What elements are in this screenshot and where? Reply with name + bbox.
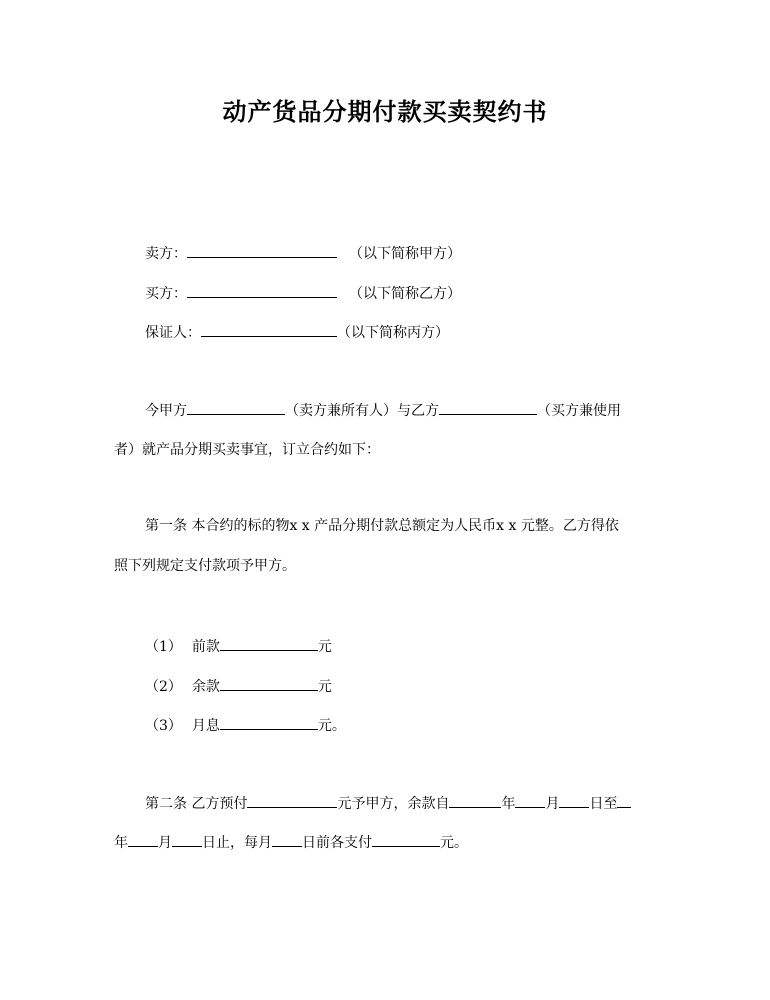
blank-field	[617, 793, 631, 808]
blank-field	[128, 832, 158, 847]
article2-text: 日止，每月	[202, 835, 272, 851]
article2-text: 元。	[440, 835, 468, 851]
item-label: 前款	[191, 639, 220, 655]
party-note: （以下简称丙方）	[337, 325, 449, 341]
blank-field	[439, 400, 537, 415]
item-label: 余款	[191, 679, 220, 695]
item-number: （1）	[145, 639, 182, 655]
blank-field	[220, 636, 318, 651]
blank-field	[220, 715, 318, 730]
party-note: （以下简称乙方）	[349, 286, 461, 302]
party-buyer	[145, 283, 461, 304]
intro-text: 今甲方	[145, 403, 187, 419]
article2-line-1	[145, 793, 631, 814]
article2-text: 月	[545, 796, 560, 812]
blank-field	[559, 793, 589, 808]
blank-field	[449, 793, 501, 808]
article2-text: 第二条 乙方预付	[145, 796, 248, 812]
item-unit: 元。	[317, 718, 346, 734]
blank-field	[272, 832, 302, 847]
item-label: 月息	[191, 718, 220, 734]
party-label: 卖方：	[145, 246, 187, 262]
blank-field	[187, 243, 337, 258]
blank-field	[515, 793, 545, 808]
blank-field	[201, 322, 337, 337]
blank-field	[220, 676, 318, 691]
article2-line-2	[114, 832, 468, 853]
article2-text: 月	[158, 835, 172, 851]
blank-field	[172, 832, 202, 847]
payment-item	[145, 676, 332, 697]
party-seller	[145, 243, 461, 264]
party-note: （以下简称甲方）	[349, 246, 461, 262]
item-number: （2）	[145, 679, 182, 695]
document-title: 动产货品分期付款买卖契约书	[222, 98, 548, 126]
article2-text: 元予甲方，余款自	[337, 796, 450, 812]
blank-field	[187, 400, 285, 415]
blank-field	[247, 793, 337, 808]
article2-text: 日前各支付	[302, 835, 372, 851]
payment-item	[145, 636, 332, 657]
blank-field	[372, 832, 440, 847]
item-unit: 元	[317, 679, 332, 695]
article2-text: 年	[501, 796, 516, 812]
blank-field	[187, 283, 337, 298]
article1-line-1: 第一条 本合约的标的物x x 产品分期付款总额定为人民币x x 元整。乙方得依	[145, 518, 619, 534]
payment-item	[145, 715, 346, 736]
article2-text: 日至	[589, 796, 618, 812]
party-label: 买方：	[145, 286, 187, 302]
intro-text: （卖方兼所有人）与乙方	[285, 403, 439, 419]
party-guarantor	[145, 322, 449, 343]
intro-text: （买方兼使用	[537, 403, 621, 419]
party-label: 保证人：	[145, 325, 201, 341]
intro-line-2: 者）就产品分期买卖事宜，订立合约如下：	[114, 442, 380, 458]
item-number: （3）	[145, 718, 182, 734]
item-unit: 元	[317, 639, 332, 655]
intro-line-1	[145, 400, 621, 421]
article2-text: 年	[114, 835, 128, 851]
article1-line-2: 照下列规定支付款项予甲方。	[114, 558, 296, 574]
